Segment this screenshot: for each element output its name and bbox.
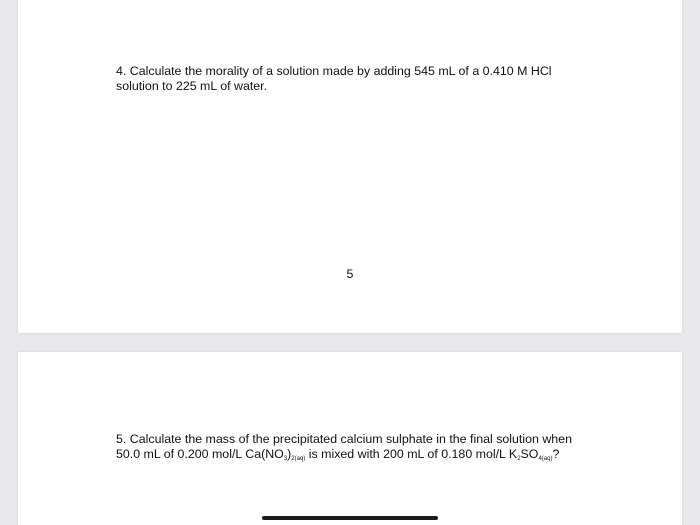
question-5-part: ? [552, 447, 560, 461]
subscript: 4(aq) [538, 456, 553, 462]
subscript: 3 [283, 456, 288, 462]
page-number: 5 [346, 267, 354, 281]
subscript: 2(aq) [291, 456, 306, 462]
question-5-part: 5. Calculate the mass of the precipitated calcium sulphate in the final solution when 50.0 mL of 0.200 mol/L Ca(NO [116, 432, 572, 461]
question-5-part: is mixed with 200 mL of 0.180 mol/L K [305, 447, 518, 461]
question-5-text [116, 432, 586, 462]
document-page [18, 0, 682, 333]
document-page [18, 352, 682, 525]
question-4-text: 4. Calculate the morality of a solution made by adding 545 mL of a 0.410 M HCl solution to 225 mL of water. [116, 64, 552, 93]
question-5-part: ) [287, 447, 292, 461]
subscript: 2 [517, 456, 521, 462]
question-5-part: SO [520, 447, 539, 461]
home-indicator[interactable] [262, 516, 438, 520]
